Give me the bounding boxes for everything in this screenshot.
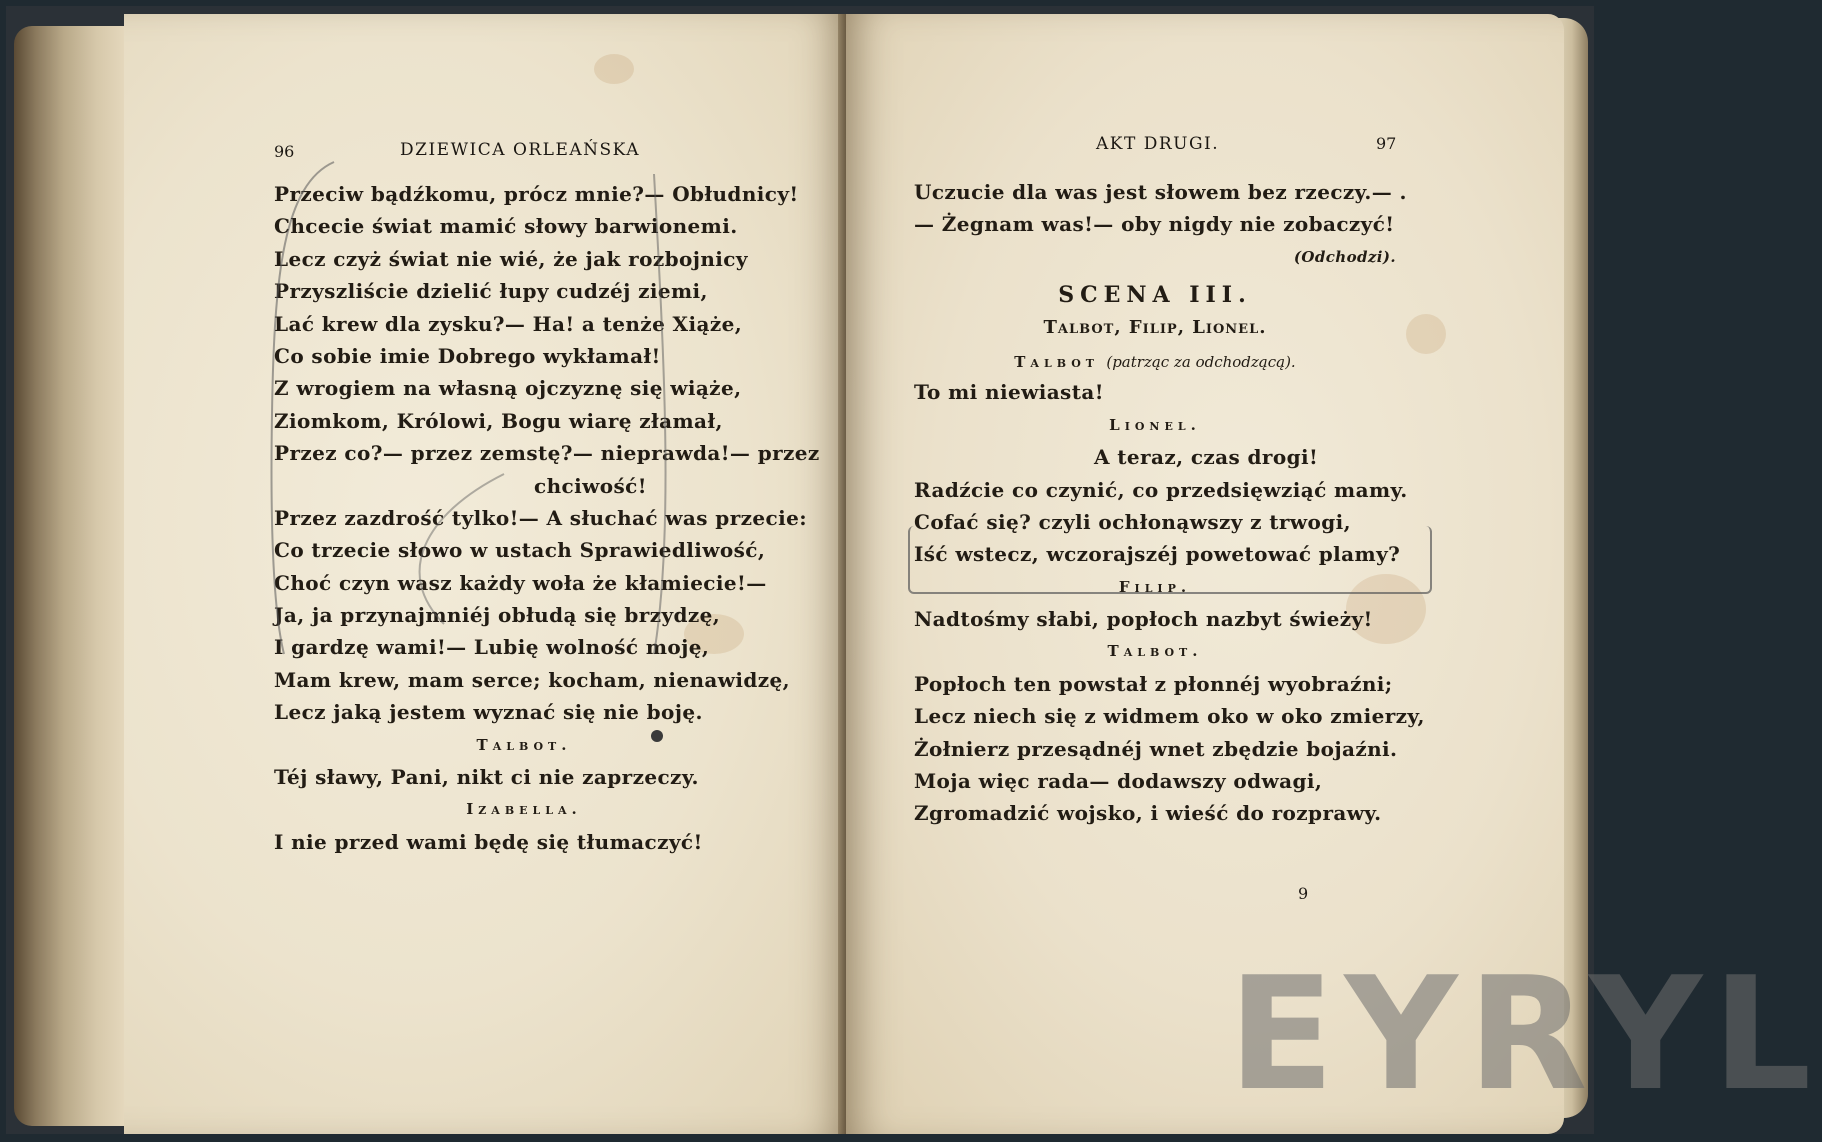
running-head-left: DZIEWICA ORLEAŃSKA bbox=[400, 140, 640, 160]
page-number-left: 96 bbox=[274, 142, 295, 161]
speaker-talbot: Talbot. bbox=[1107, 642, 1203, 661]
signature-mark: 9 bbox=[1298, 884, 1309, 903]
verse-line: Zgromadzić wojsko, i wieść do rozprawy. bbox=[914, 801, 1382, 826]
speaker-lionel: Lionel. bbox=[1109, 415, 1201, 434]
scene-title: SCENA III. bbox=[1058, 282, 1252, 309]
verse-line: Przeciw bądźkomu, prócz mnie?— Obłudnicy! bbox=[274, 182, 799, 206]
verse-line: Choć czyn wasz każdy woła że kłamiecie!— bbox=[274, 570, 767, 595]
verse-line: Lać krew dla zysku?— Ha! a tenże Xiąże, bbox=[274, 311, 743, 336]
page-number-right: 97 bbox=[1376, 134, 1397, 153]
verse-line: Téj sławy, Pani, nikt ci nie zaprzeczy. bbox=[274, 765, 699, 790]
speaker-filip: Filip. bbox=[1118, 577, 1192, 596]
verse-line: Przez zazdrość tylko!— A słuchać was przecie: bbox=[274, 505, 807, 530]
speaker-talbot: Talbot bbox=[1014, 352, 1099, 371]
open-book bbox=[6, 6, 1822, 1134]
stain bbox=[1406, 314, 1446, 354]
verse-line: Popłoch ten powstał z płonnéj wyobraźni; bbox=[914, 671, 1393, 696]
verse-line: Ja, ja przynajmniéj obłudą się brzydzę, bbox=[274, 603, 721, 628]
running-head-right: AKT DRUGI. bbox=[1096, 134, 1220, 154]
verse-line: Moja więc rada— dodawszy odwagi, bbox=[914, 769, 1323, 794]
stage-direction: (patrząc za odchodzącą). bbox=[1106, 352, 1296, 371]
pencil-bracket bbox=[908, 526, 1432, 594]
speaker-line-talbot bbox=[914, 344, 1396, 376]
verse-line: Mam krew, mam serce; kocham, nienawidzę, bbox=[274, 667, 791, 692]
verse-line: I nie przed wami będę się tłumaczyć! bbox=[274, 829, 703, 854]
verse-line-continuation: chciwość! bbox=[534, 473, 647, 498]
watermark-logo: EYRYL bbox=[1228, 943, 1822, 1125]
speaker-talbot: Talbot. bbox=[476, 735, 572, 754]
verse-line: I gardzę wami!— Lubię wolność moję, bbox=[274, 635, 710, 660]
verse-line: Cofać się? czyli ochłonąwszy z trwogi, bbox=[914, 509, 1351, 534]
verse-line: Przyszliście dzielić łupy cudzéj ziemi, bbox=[274, 279, 708, 304]
verse-line: Radźcie co czynić, co przedsięwziąć mamy. bbox=[914, 477, 1408, 502]
scene-cast: Talbot, Filip, Lionel. bbox=[1043, 316, 1267, 338]
verse-line: Chcecie świat mamić słowy barwionemi. bbox=[274, 214, 738, 239]
verse-line: Lecz jaką jestem wyznać się nie boję. bbox=[274, 700, 703, 725]
verse-line: Lecz niech się z widmem oko w oko zmierzy, bbox=[914, 704, 1425, 729]
verse-block-right bbox=[914, 176, 1425, 830]
speaker-izabella: Izabella. bbox=[466, 800, 582, 819]
verse-line: Nadtośmy słabi, popłoch nazbyt świeży! bbox=[914, 607, 1373, 632]
verse-line: Przez co?— przez zemstę?— nieprawda!— przez bbox=[274, 441, 820, 466]
verse-line: To mi niewiasta! bbox=[914, 380, 1104, 405]
verse-line: Iść wstecz, wczorajszéj powetować plamy? bbox=[914, 542, 1401, 567]
verse-line: — Żegnam was!— oby nigdy nie zobaczyć! bbox=[914, 212, 1395, 237]
pencil-marks-left bbox=[244, 154, 684, 674]
verse-line: Co sobie imie Dobrego wykłamał! bbox=[274, 343, 661, 368]
verse-line: Uczucie dla was jest słowem bez rzeczy.— . bbox=[914, 180, 1407, 204]
verse-line: Lecz czyż świat nie wié, że jak rozbojnicy bbox=[274, 246, 748, 271]
verse-line: Żołnierz przesądnéj wnet zbędzie bojaźni. bbox=[914, 736, 1398, 761]
left-page bbox=[124, 14, 846, 1134]
stage-direction-exit: (Odchodzi). bbox=[1293, 247, 1396, 266]
verse-line: A teraz, czas drogi! bbox=[1094, 445, 1319, 470]
verse-line: Ziomkom, Królowi, Bogu wiarę złamał, bbox=[274, 408, 723, 433]
page-block-left-edge bbox=[14, 26, 124, 1126]
verse-line: Co trzecie słowo w ustach Sprawiedliwość, bbox=[274, 538, 766, 563]
verse-line: Z wrogiem na własną ojczyznę się wiąże, bbox=[274, 376, 742, 401]
stain bbox=[594, 54, 634, 84]
